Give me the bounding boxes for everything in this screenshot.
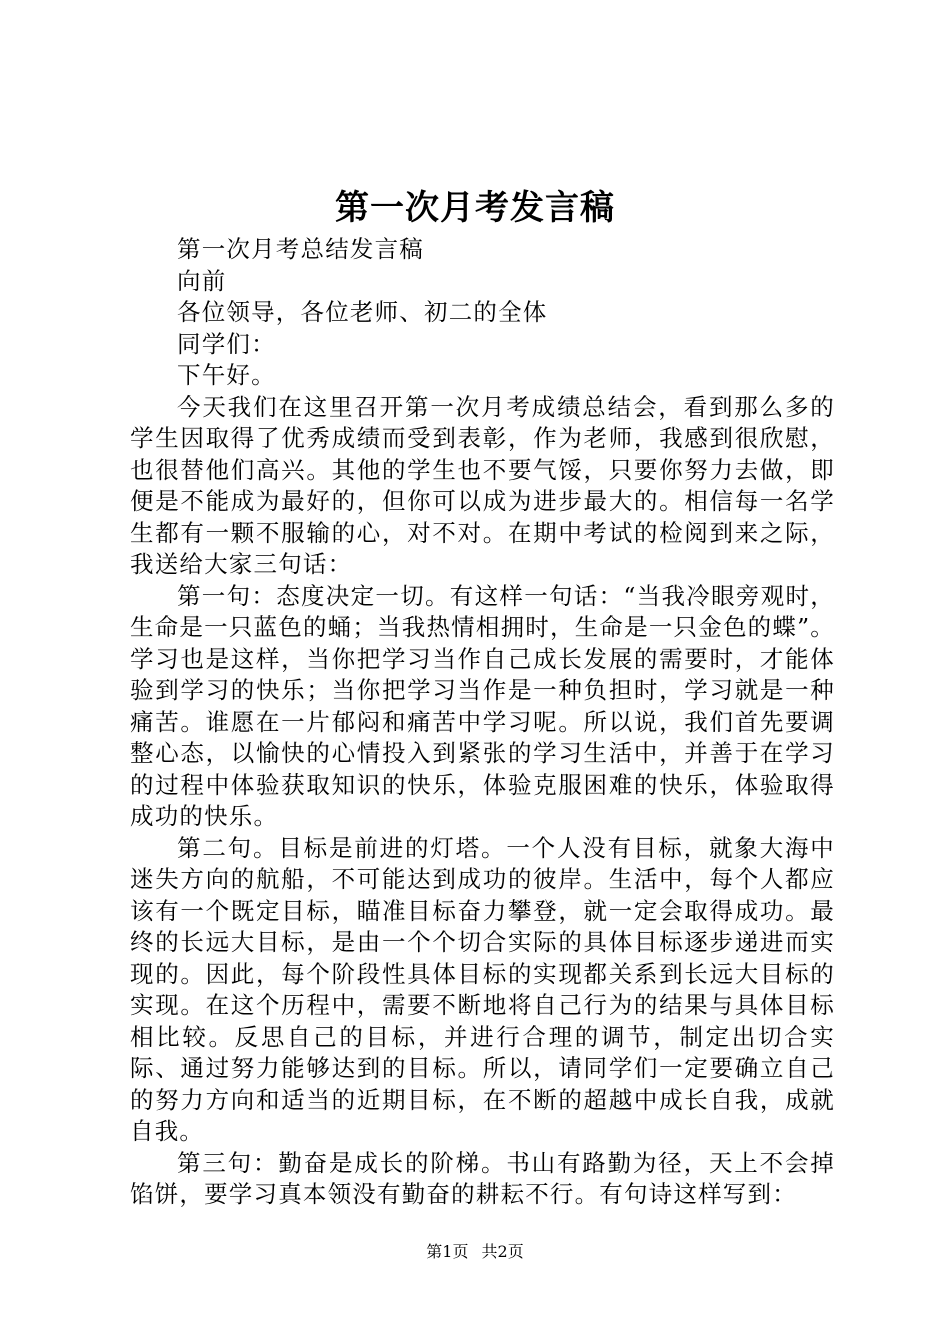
- paragraph-point-two: 第二句。目标是前进的灯塔。一个人没有目标，就象大海中迷失方向的航船，不可能达到成功的彼岸。生活中，每个人都应该有一个既定目标，瞄准目标奋力攀登，就一定会取得成功。最终的长远大目标，是由一个个切合实际的具体目标逐步递进而实现的。因此，每个阶段性具体目标的实现都关系到长远大目标的实现。在这个历程中，需要不断地将自己行为的结果与具体目标相比较。反思自己的目标，并进行合理的调节，制定出切合实际、通过努力能够达到的目标。所以，请同学们一定要确立自己的努力方向和适当的近期目标，在不断的超越中成长自我，成就自我。: [130, 833, 835, 1145]
- page-footer: [0, 1241, 950, 1263]
- paragraph-point-three: 第三句：勤奋是成长的阶梯。书山有路勤为径，天上不会掉馅饼，要学习真本领没有勤奋的耕耘不行。有句诗这样写到：: [130, 1148, 835, 1208]
- paragraph-salutation: 各位领导，各位老师、初二的全体: [177, 298, 548, 326]
- page-number: 第1页: [426, 1242, 469, 1261]
- document-body: [130, 234, 835, 1211]
- document-title: 第一次月考发言稿: [335, 188, 615, 228]
- paragraph-point-one: 第一句：态度决定一切。有这样一句话：“当我冷眼旁观时，生命是一只蓝色的蛹；当我热情相拥时，生命是一只金色的蝶”。学习也是这样，当你把学习当作自己成长发展的需要时，才能体验到学习的快乐；当你把学习当作是一种负担时，学习就是一种痛苦。谁愿在一片郁闷和痛苦中学习呢。所以说，我们首先要调整心态，以愉快的心情投入到紧张的学习生活中，并善于在学习的过程中体验获取知识的快乐，体验克服困难的快乐，体验取得成功的快乐。: [130, 581, 835, 830]
- paragraph-subtitle: 第一次月考总结发言稿: [177, 235, 424, 263]
- paragraph-intro: 今天我们在这里召开第一次月考成绩总结会，看到那么多的学生因取得了优秀成绩而受到表彰，作为老师，我感到很欣慰，也很替他们高兴。其他的学生也不要气馁，只要你努力去做，即便是不能成为最好的，但你可以成为进步最大的。相信每一名学生都有一颗不服输的心，对不对。在期中考试的检阅到来之际，我送给大家三句话：: [130, 392, 835, 578]
- paragraph-salutation-cont: 同学们：: [177, 329, 276, 358]
- paragraph-greeting: 下午好。: [177, 361, 276, 389]
- page-total: 共2页: [481, 1242, 524, 1261]
- paragraph-author: 向前: [177, 266, 227, 295]
